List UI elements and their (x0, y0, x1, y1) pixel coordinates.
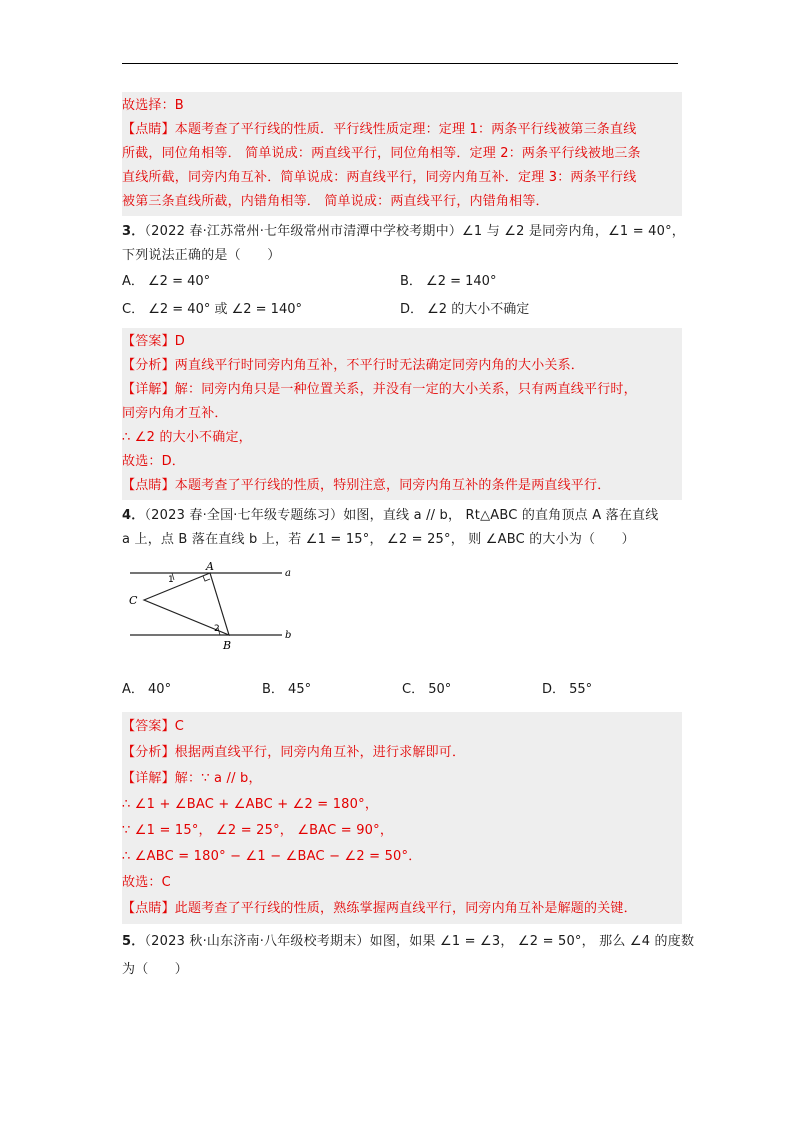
header-rule (122, 63, 678, 64)
question-3 (122, 220, 686, 268)
question-number: 5． (122, 934, 145, 949)
detail-line: ∴ ∠1 + ∠BAC + ∠ABC + ∠2 = 180°， (122, 797, 379, 812)
label-vertex-a: A (206, 560, 214, 573)
question-5 (122, 928, 695, 984)
label-vertex-b: B (223, 639, 232, 652)
right-angle-mark (203, 576, 210, 581)
option-b: B． 45° (262, 682, 312, 697)
detail-line: 同旁内角才互补． (122, 406, 228, 421)
option-c: C． 50° (402, 682, 452, 697)
q4-options-row (122, 676, 682, 704)
question-stem: a 上，点 B 落在直线 b 上，若 ∠1 = 15°， ∠2 = 25°， 则 ∠ABC 的大小为（ ） (122, 532, 635, 547)
answer: 【答案】C (122, 719, 185, 734)
q2-comment-line: 被第三条直线所截，内错角相等． 简单说成：两直线平行，内错角相等． (122, 194, 549, 209)
detail-line: ∴ ∠ABC = 180° − ∠1 − ∠BAC − ∠2 = 50°． (122, 849, 422, 864)
comment: 【点睛】本题考查了平行线的性质，特别注意，同旁内角互补的条件是两直线平行． (122, 478, 611, 493)
q2-comment-line: 【点睛】本题考查了平行线的性质．平行线性质定理：定理 1：两条平行线被第三条直线 (122, 122, 637, 137)
question-number: 4． (122, 508, 145, 523)
label-line-b: b (285, 630, 292, 641)
option-a: A． 40° (122, 682, 172, 697)
option-c: C． ∠2 = 40° 或 ∠2 = 140° (122, 302, 302, 317)
analysis: 【分析】两直线平行时同旁内角互补，不平行时无法确定同旁内角的大小关系． (122, 358, 585, 373)
question-stem: （2022 春·江苏常州·七年级常州市清潭中学校考期中）∠1 与 ∠2 是同旁内角，∠1 = 40°， (144, 224, 686, 239)
detail-line: 【详解】解：同旁内角只是一种位置关系，并没有一定的大小关系，只有两直线平行时， (122, 382, 637, 397)
detail-line: ∴ ∠2 的大小不确定， (122, 430, 252, 445)
option-b: B． ∠2 = 140° (400, 274, 497, 289)
question-stem: （2023 秋·山东济南·八年级校考期末）如图，如果 ∠1 = ∠3， ∠2 = 50°， 那么 ∠4 的度数 (144, 934, 695, 949)
label-angle-2: 2 (214, 624, 220, 634)
q2-solution-block (122, 92, 682, 216)
q4-figure (122, 560, 422, 672)
q3-solution-block (122, 328, 682, 500)
q3-options-row (122, 296, 682, 324)
document-page (122, 92, 695, 984)
detail-line: ∵ ∠1 = 15°， ∠2 = 25°， ∠BAC = 90°， (122, 823, 394, 838)
detail-line: 【详解】解：∵ a // b， (122, 771, 262, 786)
label-vertex-c: C (129, 594, 138, 607)
q4-solution-block (122, 712, 682, 924)
parallel-lines-triangle-diagram (122, 560, 422, 672)
option-d: D． 55° (542, 682, 593, 697)
question-4 (122, 504, 682, 552)
label-angle-1: 1 (168, 575, 174, 585)
question-stem: 为（ ） (122, 962, 189, 977)
q2-comment-line: 直线所截，同旁内角互补．简单说成：两直线平行，同旁内角互补．定理 3：两条平行线 (122, 170, 637, 185)
question-stem: 下列说法正确的是（ ） (122, 248, 281, 263)
option-a: A． ∠2 = 40° (122, 274, 211, 289)
analysis: 【分析】根据两直线平行，同旁内角互补，进行求解即可． (122, 745, 466, 760)
q2-comment-line: 所截，同位角相等． 简单说成：两直线平行，同位角相等．定理 2：两条平行线被地三条 (122, 146, 641, 161)
detail-line: 故选：D． (122, 454, 186, 469)
q2-select: 故选择：B (122, 98, 184, 113)
question-number: 3． (122, 224, 145, 239)
comment: 【点睛】此题考查了平行线的性质，熟练掌握两直线平行，同旁内角互补是解题的关键． (122, 901, 637, 916)
question-stem: （2023 春·全国·七年级专题练习）如图，直线 a // b， Rt△ABC 的直角顶点 A 落在直线 (144, 508, 659, 523)
answer: 【答案】D (122, 334, 186, 349)
q3-options-row (122, 268, 682, 296)
option-d: D． ∠2 的大小不确定 (400, 302, 530, 317)
label-line-a: a (285, 568, 291, 579)
detail-line: 故选：C (122, 875, 171, 890)
